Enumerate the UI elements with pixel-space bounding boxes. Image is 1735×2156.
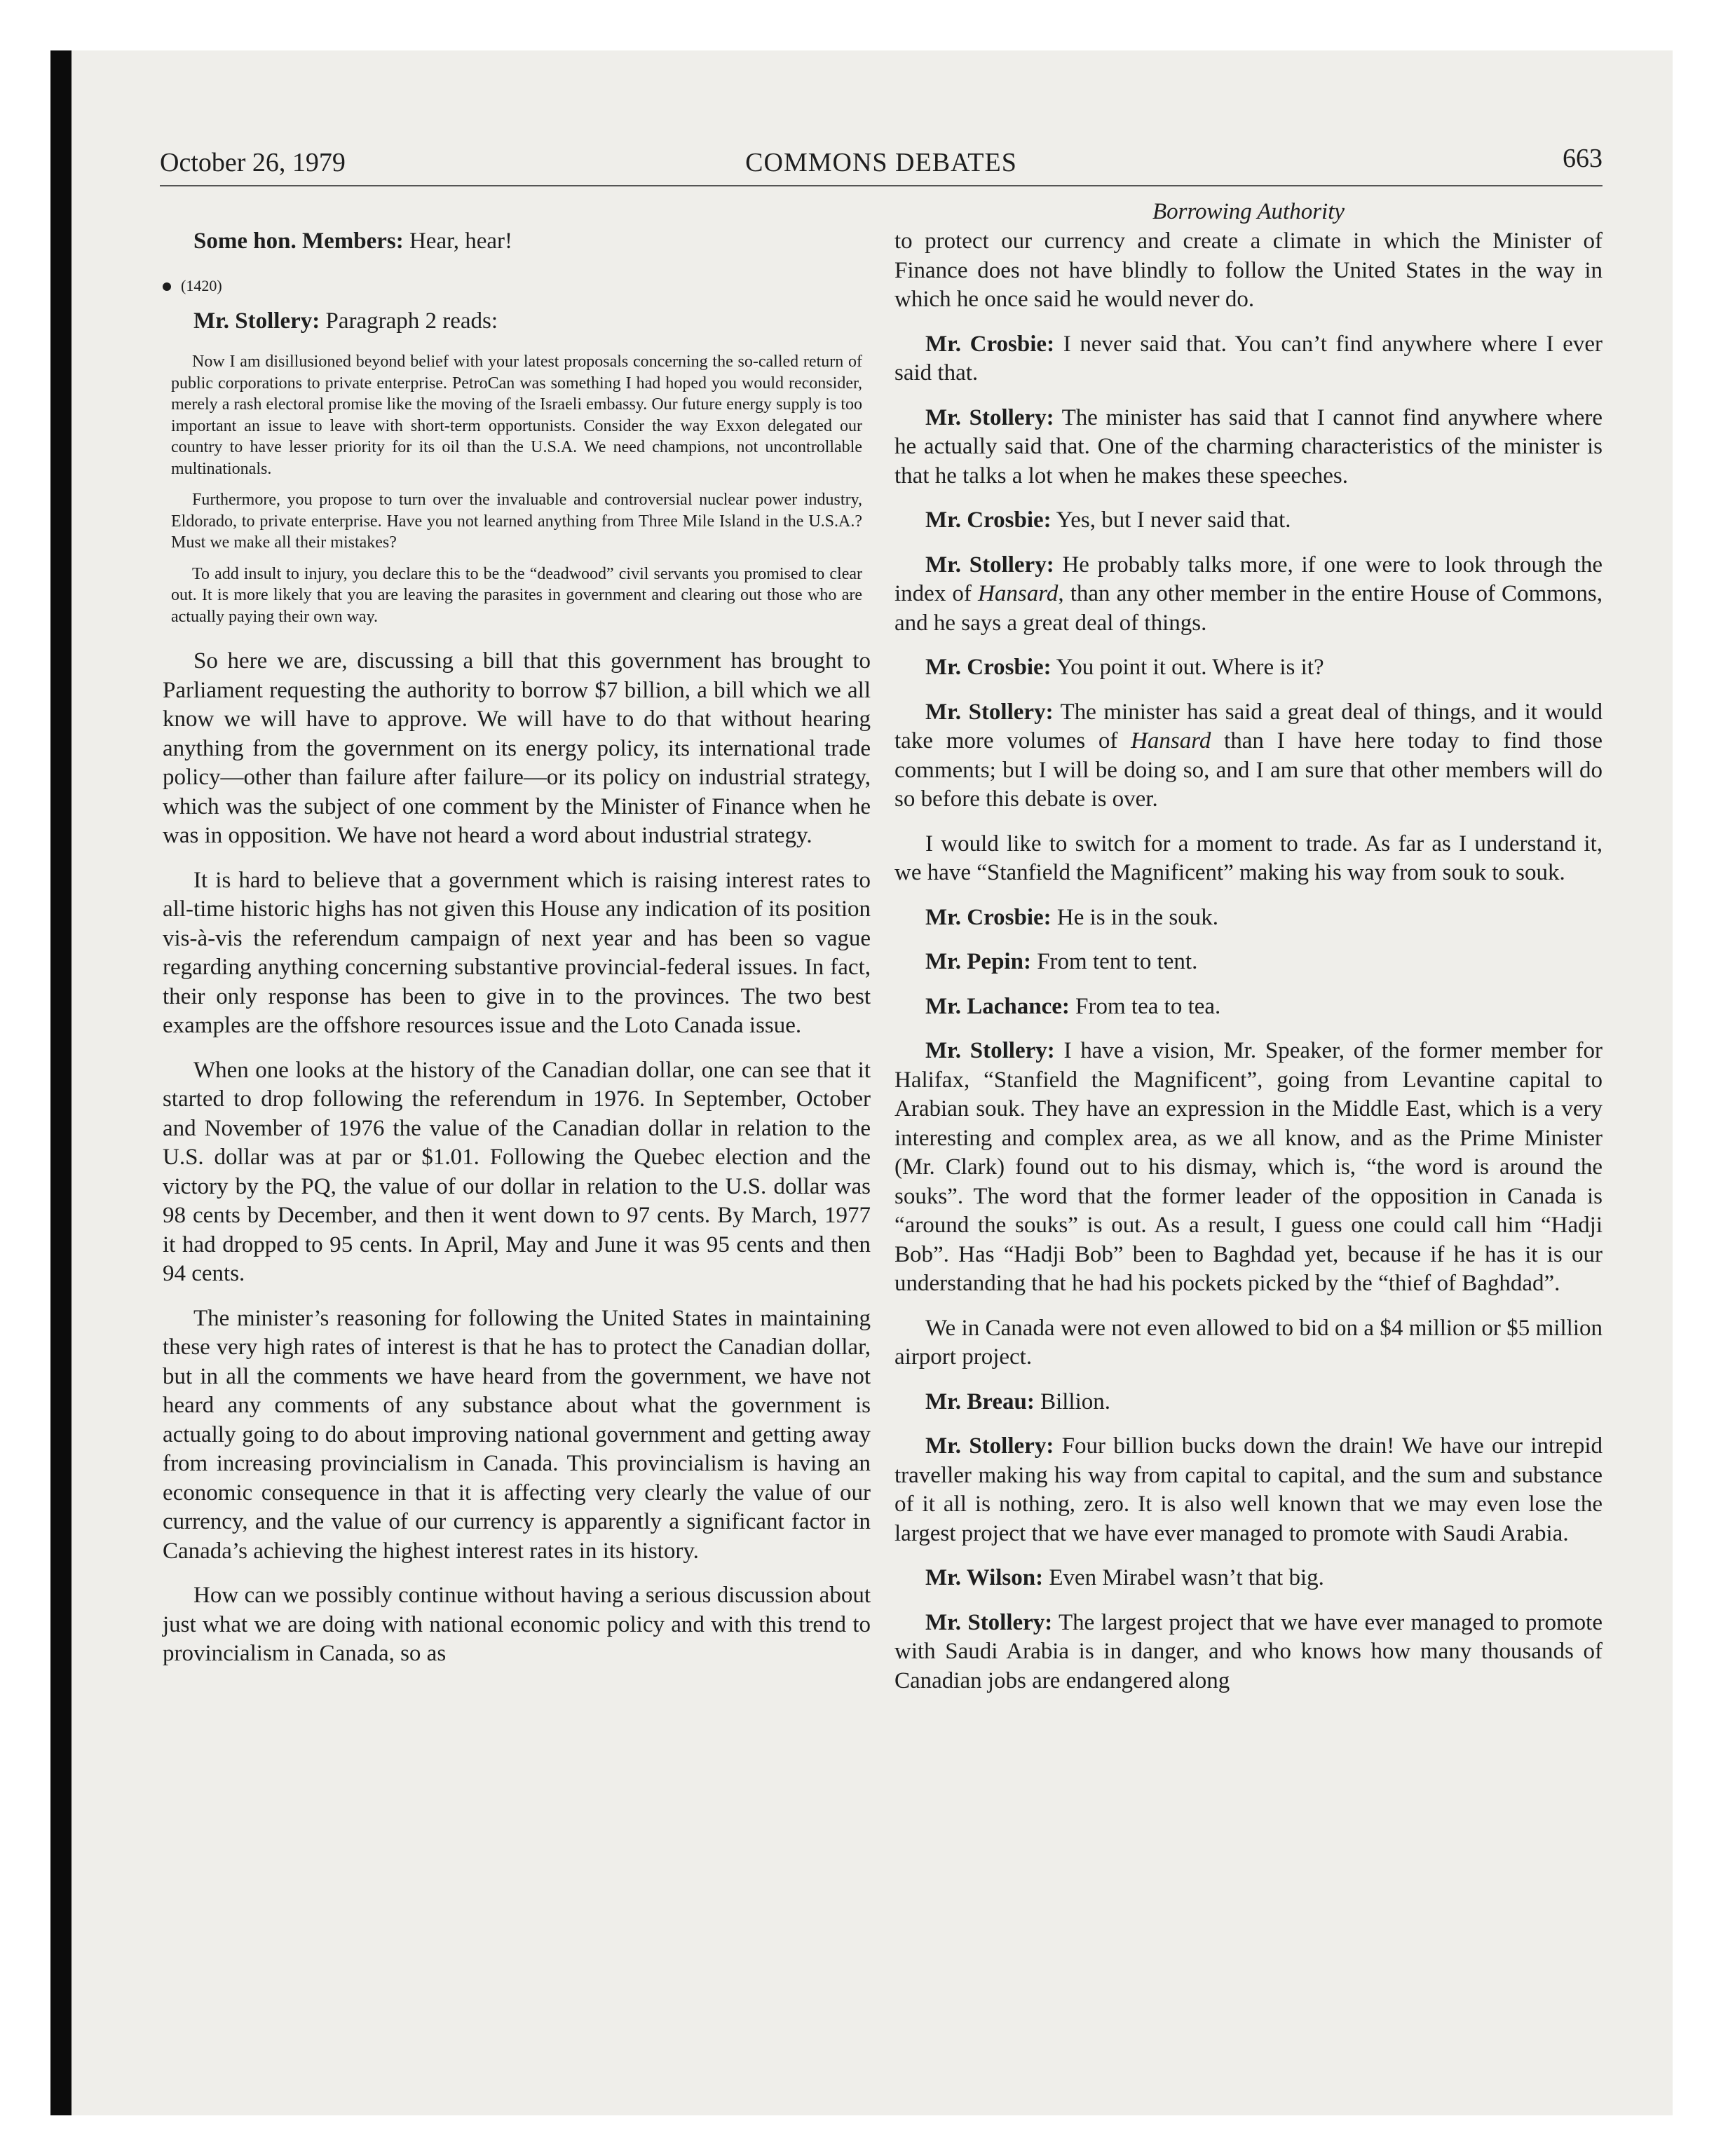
speech-text: From tea to tea.: [1069, 993, 1221, 1019]
speech-paragraph: [163, 307, 871, 336]
speech-paragraph: [894, 1388, 1603, 1417]
body-paragraph: When one looks at the history of the Canadian dollar, one can see that it started to drop following the referendum in 1976. In September, October and November of 1976 the value of the Canadian dollar in relation to the U.S. dollar was at par or $1.01. Following the Quebec election and the victory by the PQ, the value of our dollar in relation to the U.S. dollar was 98 cents by December, and then it went down to 97 cents. By March, 1977 it had dropped to 95 cents. In April, May and June it was 95 cents and then 94 cents.: [163, 1057, 871, 1286]
speaker-name: Mr. Crosbie:: [925, 331, 1055, 357]
body-paragraph: It is hard to believe that a government which is raising interest rates to all-time historic highs has not given this House any indication of its position vis-à-vis the referendum campaign of next year and has been so vague regarding anything concerning substantive provincial-federal issues. In fact, their only response has been to give in to the provinces. The two best examples are the offshore resources issue and the Loto Canada issue.: [163, 867, 871, 1038]
time-marker-text: (1420): [181, 276, 222, 294]
speech-text: You point it out. Where is it?: [1051, 655, 1324, 680]
speech-paragraph: [894, 506, 1603, 535]
quoted-letter-paragraph: Now I am disillusioned beyond belief with your latest proposals concerning the so-called return of public corporations to private enterprise. PetroCan was something I had hoped you would reconsider, merely a rash electoral promise like the moving of the Israeli embassy. Our future energy supply is too important an issue to leave with short-term opportunists. Consider the way Exxon delegated our country to have lesser priority for its oil than the U.S.A. We need champions, not uncontrollable multinationals.: [171, 353, 862, 478]
speech-text: From tent to tent.: [1030, 949, 1198, 974]
speech-text: The minister has said a great deal of things, and it would take more volumes of: [894, 699, 1603, 753]
speech-text: than I have here today to find those comments; but I will be doing so, and I am sure that other members will do so before this debate is over.: [894, 728, 1603, 812]
hansard-title: Hansard: [978, 581, 1059, 606]
speaker-name: Mr. Wilson:: [925, 1565, 1044, 1590]
speech-paragraph: [894, 698, 1603, 814]
speaker-name: Mr. Pepin:: [925, 949, 1031, 974]
body-paragraph: We in Canada were not even allowed to bid on a $4 million or $5 million airport project.: [894, 1315, 1603, 1370]
body-paragraph: How can we possibly continue without having a serious discussion about just what we are doing with national economic policy and with this trend to provincialism in Canada, so as: [163, 1583, 871, 1666]
speech-text: Yes, but I never said that.: [1051, 507, 1291, 533]
speech-text: The minister has said that I cannot find anywhere where he actually said that. One of the charming characteristics of the minister is that he talks a lot when he makes these speeches.: [894, 404, 1603, 489]
body-paragraph: The minister’s reasoning for following the United States in maintaining these very high rates of interest is that he has to protect the Canadian dollar, but in all the comments we have heard from the government, we have not heard any comments of any substance about what the government is actually going to do about improving national government and getting away from increasing provincialism in Canada. This provincialism is having an economic consequence in that it is affecting very clearly the value of our currency, and the value of our currency is apparently a significant factor in Canada’s achieving the highest interest rates in its history.: [163, 1305, 871, 1564]
speech-paragraph: [894, 1564, 1603, 1593]
quoted-letter-paragraph: Furthermore, you propose to turn over the invaluable and controversial nuclear power industry, Eldorado, to private enterprise. Have you not learned anything from Three Mile Island in the U.S.A.? Must we make all their mistakes?: [171, 491, 862, 552]
speech-paragraph: [894, 551, 1603, 639]
speaker-name: Mr. Stollery:: [925, 404, 1054, 430]
page-number: 663: [1563, 144, 1603, 173]
speaker-name: Mr. Crosbie:: [925, 655, 1052, 680]
speaker-name: Some hon. Members:: [193, 228, 404, 254]
header-date: October 26, 1979: [160, 148, 346, 177]
bullet-icon: [163, 282, 171, 291]
speaker-name: Mr. Crosbie:: [925, 507, 1052, 533]
speech-text: Hear, hear!: [403, 228, 513, 254]
speech-text: The largest project that we have ever managed to promote with Saudi Arabia is in danger, and who knows how many thousands of Canadian jobs are endangered along: [894, 1609, 1603, 1693]
speech-paragraph: [894, 1432, 1603, 1548]
speaker-name: Mr. Crosbie:: [925, 904, 1052, 930]
speech-text: Billion.: [1034, 1389, 1111, 1414]
speaker-name: Mr. Stollery:: [193, 308, 320, 334]
left-spacer: [163, 198, 871, 227]
speaker-name: Mr. Lachance:: [925, 993, 1070, 1019]
body-paragraph: So here we are, discussing a bill that this government has brought to Parliament requesting the authority to borrow $7 billion, a bill which we all know we will have to approve. We will have to do that without hearing anything from the government on its energy policy, its international trade policy—other than failure after failure—or its policy on industrial strategy, which was the subject of one comment by the Minister of Finance when he was in opposition. We have not heard a word about industrial strategy.: [163, 648, 871, 848]
speech-text: I never said that. You can’t find anywhere where I ever said that.: [894, 331, 1603, 386]
speech-text: He is in the souk.: [1051, 904, 1218, 930]
speech-paragraph: [894, 330, 1603, 388]
speech-paragraph: [894, 948, 1603, 977]
body-paragraph: to protect our currency and create a climate in which the Minister of Finance does not have blindly to follow the United States in the way in which he once said he would never do.: [894, 228, 1603, 312]
speaker-name: Mr. Stollery:: [925, 699, 1054, 725]
speech-paragraph: [894, 653, 1603, 683]
speech-text: , than any other member in the entire House of Commons, and he says a great deal of things.: [894, 581, 1603, 636]
speaker-name: Mr. Stollery:: [925, 1038, 1055, 1063]
left-column: [163, 198, 871, 1684]
speech-paragraph: [894, 404, 1603, 491]
running-head: Borrowing Authority: [1152, 199, 1345, 224]
binding-edge: [50, 50, 72, 2115]
speech-text: Four billion bucks down the drain! We have our intrepid traveller making his way from capital to capital, and the sum and substance of it all is nothing, zero. It is also well known that we may even lose the largest project that we have ever managed to promote with Saudi Arabia.: [894, 1433, 1603, 1546]
speech-text: He probably talks more, if one were to look through the index of: [894, 552, 1603, 606]
speaker-name: Mr. Stollery:: [925, 1433, 1054, 1459]
header-title: COMMONS DEBATES: [745, 148, 1017, 177]
body-paragraph: I would like to switch for a moment to trade. As far as I understand it, we have “Stanfield the Magnificent” making his way from souk to souk.: [894, 831, 1603, 885]
hansard-title: Hansard: [1131, 728, 1211, 753]
speaker-name: Mr. Stollery:: [925, 1609, 1053, 1635]
speech-text: Even Mirabel wasn’t that big.: [1043, 1565, 1324, 1590]
speech-paragraph: [894, 1609, 1603, 1696]
quoted-letter-paragraph: To add insult to injury, you declare this to be the “deadwood” civil servants you promised to clear out. It is more likely that you are leaving the parasites in government and clearing out those who are actually paying their own way.: [171, 564, 862, 626]
header-rule: [160, 185, 1603, 186]
speaker-name: Mr. Breau:: [925, 1389, 1035, 1414]
speaker-name: Mr. Stollery:: [925, 552, 1054, 578]
right-column: [894, 198, 1603, 1711]
speech-paragraph: [894, 1037, 1603, 1299]
speech-paragraph: [163, 227, 871, 257]
speech-paragraph: [894, 903, 1603, 933]
speech-text: Paragraph 2 reads:: [320, 308, 498, 334]
time-marker: [163, 272, 871, 300]
speech-paragraph: [894, 992, 1603, 1022]
speech-text: I have a vision, Mr. Speaker, of the former member for Halifax, “Stanfield the Magnificent”, going from Levantine capital to Arabian souk. They have an expression in the Middle East, which is a very interesting and complex area, as we all know, and as the Prime Minister (Mr. Clark) found out to his dismay, which is, “the word is around the souks”. The word that the former leader of the opposition in Canada is “around the souks” is out. As a result, I guess one could call him “Hadji Bob”. Has “Hadji Bob” been to Baghdad yet, because if he has it is our understanding that he had his pockets picked by the “thief of Baghdad”.: [894, 1038, 1603, 1296]
